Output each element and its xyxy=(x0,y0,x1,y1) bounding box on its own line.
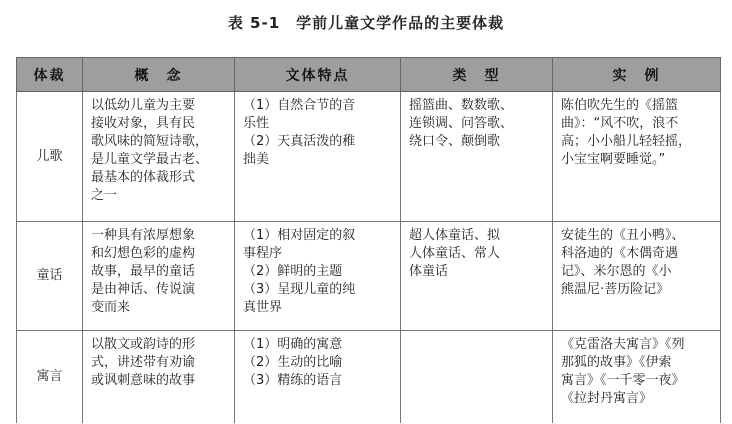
cell-line: 连锁调、问答歌、 xyxy=(409,116,514,131)
cell-line: （1）相对固定的叙 xyxy=(243,228,356,243)
concept-cell xyxy=(83,92,235,222)
cell-line: 或讽刺意味的故事 xyxy=(91,373,196,388)
examples-cell xyxy=(553,92,721,222)
cell-line: 接收对象，具有民 xyxy=(91,116,196,131)
cell-line: 之一 xyxy=(91,188,118,203)
features-cell xyxy=(235,222,401,331)
features-cell xyxy=(235,331,401,423)
header-row xyxy=(17,58,721,92)
cell-line: 事程序 xyxy=(243,246,283,261)
cell-line: 《克雷洛夫寓言》《列 xyxy=(561,337,685,352)
header-genre: 体裁 xyxy=(17,58,83,92)
concept-cell xyxy=(83,331,235,423)
cell-line: 歌风味的简短诗歌， xyxy=(91,134,209,149)
cell-line: （1）明确的寓意 xyxy=(243,337,343,352)
cell-line: 超人体童话、拟 xyxy=(409,228,501,243)
cell-line: 故事，最早的童话 xyxy=(91,264,196,279)
genre-cell: 寓言 xyxy=(17,331,83,423)
cell-line: （3）精练的语言 xyxy=(243,373,343,388)
cell-line: 曲》：“风不吹，浪不 xyxy=(561,116,679,131)
cell-line: 变而来 xyxy=(91,300,131,315)
header-examples: 实 例 xyxy=(553,58,721,92)
cell-line: 和幻想色彩的虚构 xyxy=(91,246,196,261)
cell-line: 小宝宝啊要睡觉。” xyxy=(561,152,666,167)
cell-line: 人体童话、常人 xyxy=(409,246,501,261)
cell-line: 高；小小船儿轻轻摇， xyxy=(561,134,692,149)
table-row xyxy=(17,222,721,331)
cell-line: 陈伯吹先生的《摇篮 xyxy=(561,98,679,113)
cell-line: 式，讲述带有劝谕 xyxy=(91,355,196,370)
cell-line: 记》、米尔恩的《小 xyxy=(561,264,672,279)
examples-cell xyxy=(553,331,721,423)
features-cell xyxy=(235,92,401,222)
header-types: 类 型 xyxy=(401,58,553,92)
cell-line: 寓言》《一千零一夜》 xyxy=(561,373,685,388)
table-row xyxy=(17,331,721,423)
types-cell xyxy=(401,331,553,423)
cell-line: 乐性 xyxy=(243,116,270,131)
cell-line: 真世界 xyxy=(243,300,283,315)
cell-line: 摇篮曲、数数歌、 xyxy=(409,98,514,113)
cell-line: 《拉封丹寓言》 xyxy=(561,391,653,406)
header-concept: 概 念 xyxy=(83,58,235,92)
table-row xyxy=(17,92,721,222)
cell-line: 科洛迪的《木偶奇遇 xyxy=(561,246,679,261)
concept-cell xyxy=(83,222,235,331)
cell-line: 安徒生的《丑小鸭》、 xyxy=(561,228,685,243)
cell-line: 熊温尼·菩历险记》 xyxy=(561,282,670,297)
cell-line: 以散文或韵诗的形 xyxy=(91,337,196,352)
cell-line: 那狐的故事》《伊索 xyxy=(561,355,672,370)
genre-cell: 童话 xyxy=(17,222,83,331)
header-features: 文体特点 xyxy=(235,58,401,92)
cell-line: （2）鲜明的主题 xyxy=(243,264,343,279)
cell-line: 体童话 xyxy=(409,264,449,279)
table-caption: 表 5-1 学前儿童文学作品的主要体裁 xyxy=(227,14,505,32)
types-cell xyxy=(401,92,553,222)
cell-line: 一种具有浓厚想象 xyxy=(91,228,196,243)
cell-line: （3）呈现儿童的纯 xyxy=(243,282,356,297)
cell-line: 最基本的体裁形式 xyxy=(91,170,196,185)
genre-cell: 儿歌 xyxy=(17,92,83,222)
types-cell xyxy=(401,222,553,331)
cell-line: 拙美 xyxy=(243,152,270,167)
cell-line: 绕口令、颠倒歌 xyxy=(409,134,501,149)
cell-line: （2）天真活泼的稚 xyxy=(243,134,356,149)
cell-line: （1）自然合节的音 xyxy=(243,98,356,113)
examples-cell xyxy=(553,222,721,331)
cell-line: （2）生动的比喻 xyxy=(243,355,343,370)
cell-line: 以低幼儿童为主要 xyxy=(91,98,196,113)
cell-line: 是儿童文学最古老、 xyxy=(91,152,209,167)
genre-table xyxy=(16,57,721,423)
cell-line: 是由神话、传说演 xyxy=(91,282,196,297)
